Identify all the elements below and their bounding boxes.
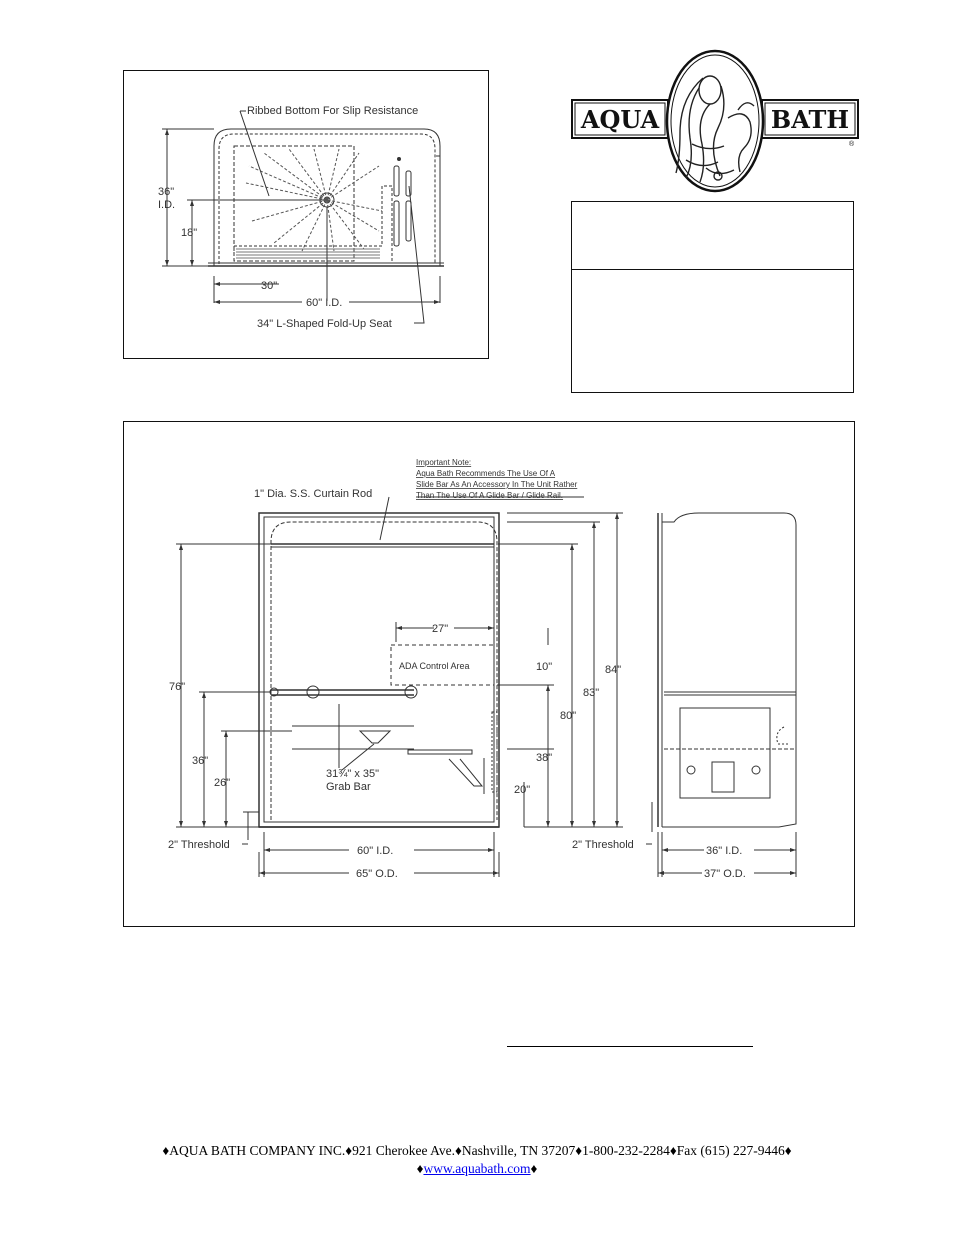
ada-control-area-label: ADA Control Area: [399, 661, 470, 671]
plan-view-box: [123, 70, 489, 359]
elevation-view-box: [123, 421, 855, 927]
height-83-label: 83": [583, 687, 600, 699]
elevation-drawing: [124, 422, 856, 928]
plan-view-drawing: [124, 71, 490, 360]
logo-bath-text: BATH: [770, 105, 850, 134]
width-60-label: 60" I.D.: [306, 297, 343, 309]
height-26-label: 26": [214, 777, 231, 789]
height-20-label: 20": [514, 784, 531, 796]
height-10-label: 10": [536, 661, 553, 673]
ada-width-27-label: 27": [432, 623, 449, 635]
diamond-right: ♦: [530, 1161, 538, 1176]
website-footer-line: [0, 1161, 954, 1177]
registered-mark: ®: [849, 141, 855, 148]
depth-36-label: 36": [158, 186, 175, 198]
website-link[interactable]: www.aquabath.com: [423, 1161, 531, 1176]
title-block-divider: [572, 269, 853, 270]
grab-bar-size-label: 31¾" x 35": [326, 768, 380, 780]
company-footer-line: ♦AQUA BATH COMPANY INC.♦921 Cherokee Ave.♦Nashville, TN 37207♦1-800-232-2284♦Fax (615) 227-9446♦: [162, 1143, 792, 1158]
depth-36-id-label: 36" I.D.: [706, 845, 743, 857]
height-18-label: 18": [181, 227, 198, 239]
height-84-label: 84": [605, 664, 622, 676]
height-76-label: 76": [169, 681, 186, 693]
threshold-right-label: 2" Threshold: [572, 839, 634, 851]
height-36-label: 36": [192, 755, 209, 767]
note-line-3: Than The Use Of A Glide Bar / Glide Rail.: [416, 491, 564, 500]
depth-id-label: I.D.: [158, 199, 176, 211]
important-note-title: Important Note:: [416, 458, 472, 467]
note-line-2: Slide Bar As An Accessory In The Unit Rather: [416, 480, 578, 489]
width-65-od-label: 65" O.D.: [356, 868, 398, 880]
ribbed-bottom-label: Ribbed Bottom For Slip Resistance: [247, 105, 419, 117]
height-80-label: 80": [560, 710, 577, 722]
curtain-rod-label: 1" Dia. S.S. Curtain Rod: [254, 488, 373, 500]
diamond-left: ♦: [416, 1161, 424, 1176]
signature-line: [507, 1046, 753, 1047]
threshold-left-label: 2" Threshold: [168, 839, 230, 851]
aqua-bath-logo: [568, 48, 860, 196]
depth-37-od-label: 37" O.D.: [704, 868, 746, 880]
width-30-label: 30": [261, 280, 278, 292]
grab-bar-label: Grab Bar: [326, 781, 371, 793]
title-block: [571, 201, 854, 393]
logo-aqua-text: AQUA: [580, 105, 660, 134]
width-60-id-label: 60" I.D.: [357, 845, 394, 857]
height-38-label: 38": [536, 752, 553, 764]
seat-label: 34" L-Shaped Fold-Up Seat: [257, 318, 392, 330]
note-line-1: Aqua Bath Recommends The Use Of A: [416, 469, 556, 478]
